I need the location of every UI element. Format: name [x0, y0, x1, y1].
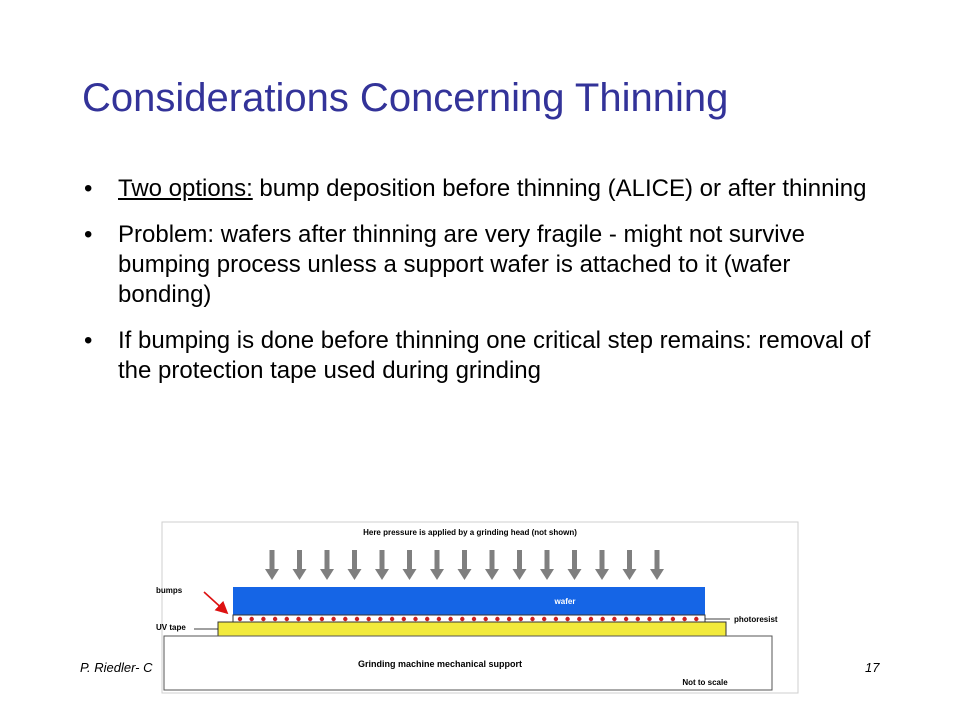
bullet-item — [82, 220, 872, 310]
bump — [413, 617, 417, 621]
pressure-arrow-shaft — [352, 550, 357, 570]
pressure-arrow-shaft — [297, 550, 302, 570]
bump — [519, 617, 523, 621]
uv-tape-layer — [218, 622, 726, 636]
bump — [659, 617, 663, 621]
bullet-list — [82, 174, 872, 402]
bump — [378, 617, 382, 621]
bump — [390, 617, 394, 621]
bump — [577, 617, 581, 621]
bump — [542, 617, 546, 621]
thinning-diagram — [156, 520, 800, 695]
bump — [682, 617, 686, 621]
pressure-arrow-shaft — [517, 550, 522, 570]
bump — [448, 617, 452, 621]
bump — [425, 617, 429, 621]
bullet-text: If bumping is done before thinning one critical step remains: removal of the protection tape used during grinding — [118, 327, 871, 384]
pressure-arrows — [265, 550, 664, 580]
bumps-label: bumps — [156, 586, 183, 595]
bullet-dot: • — [84, 175, 93, 202]
pressure-arrow-shaft — [627, 550, 632, 570]
uv-tape-label: UV tape — [156, 623, 186, 632]
pressure-label: Here pressure is applied by a grinding head (not shown) — [363, 528, 577, 537]
photoresist-label: photoresist — [734, 615, 778, 624]
bump — [554, 617, 558, 621]
bump — [308, 617, 312, 621]
bump — [472, 617, 476, 621]
pressure-arrow-shaft — [600, 550, 605, 570]
bump — [402, 617, 406, 621]
bullet-item — [82, 326, 872, 386]
diagram-svg — [156, 520, 800, 695]
bump — [355, 617, 359, 621]
wafer-label: wafer — [554, 597, 576, 606]
bullet-dot: • — [84, 327, 93, 354]
pressure-arrow-shaft — [380, 550, 385, 570]
bullet-dot: • — [84, 221, 93, 248]
bump — [636, 617, 640, 621]
pressure-arrow-shaft — [545, 550, 550, 570]
bump — [612, 617, 616, 621]
bullet-underlined-prefix: Two options: — [118, 175, 253, 202]
bump — [238, 617, 242, 621]
pressure-arrow-shaft — [655, 550, 660, 570]
bump — [261, 617, 265, 621]
bump — [530, 617, 534, 621]
pressure-arrow-shaft — [462, 550, 467, 570]
bump — [671, 617, 675, 621]
pressure-arrow-shaft — [435, 550, 440, 570]
bump — [331, 617, 335, 621]
photoresist-layer — [233, 615, 705, 622]
bullet-text: bump deposition before thinning (ALICE) or after thinning — [252, 175, 867, 202]
bump — [343, 617, 347, 621]
bump — [296, 617, 300, 621]
scale-note: Not to scale — [682, 678, 728, 687]
support-label: Grinding machine mechanical support — [357, 659, 523, 669]
bump — [589, 617, 593, 621]
bump — [285, 617, 289, 621]
bump — [624, 617, 628, 621]
bump — [565, 617, 569, 621]
bump — [250, 617, 254, 621]
bump — [495, 617, 499, 621]
pressure-arrow-shaft — [325, 550, 330, 570]
bump — [437, 617, 441, 621]
slide-title: Considerations Concerning Thinning — [82, 76, 729, 120]
bump — [507, 617, 511, 621]
bump — [367, 617, 371, 621]
wafer-layer — [233, 587, 705, 615]
page-number: 17 — [865, 660, 880, 675]
pressure-arrow-shaft — [490, 550, 495, 570]
bump — [601, 617, 605, 621]
bullet-text: Problem: wafers after thinning are very fragile - might not survive bumping process unless a support wafer is attached to it (wafer bonding) — [118, 221, 805, 308]
bump — [694, 617, 698, 621]
footer-author: P. Riedler- C — [80, 660, 153, 675]
bump — [320, 617, 324, 621]
bump — [484, 617, 488, 621]
bullet-item — [82, 174, 872, 204]
pressure-arrow-shaft — [572, 550, 577, 570]
bump — [647, 617, 651, 621]
bump — [460, 617, 464, 621]
bump — [273, 617, 277, 621]
pressure-arrow-shaft — [407, 550, 412, 570]
pressure-arrow-shaft — [270, 550, 275, 570]
